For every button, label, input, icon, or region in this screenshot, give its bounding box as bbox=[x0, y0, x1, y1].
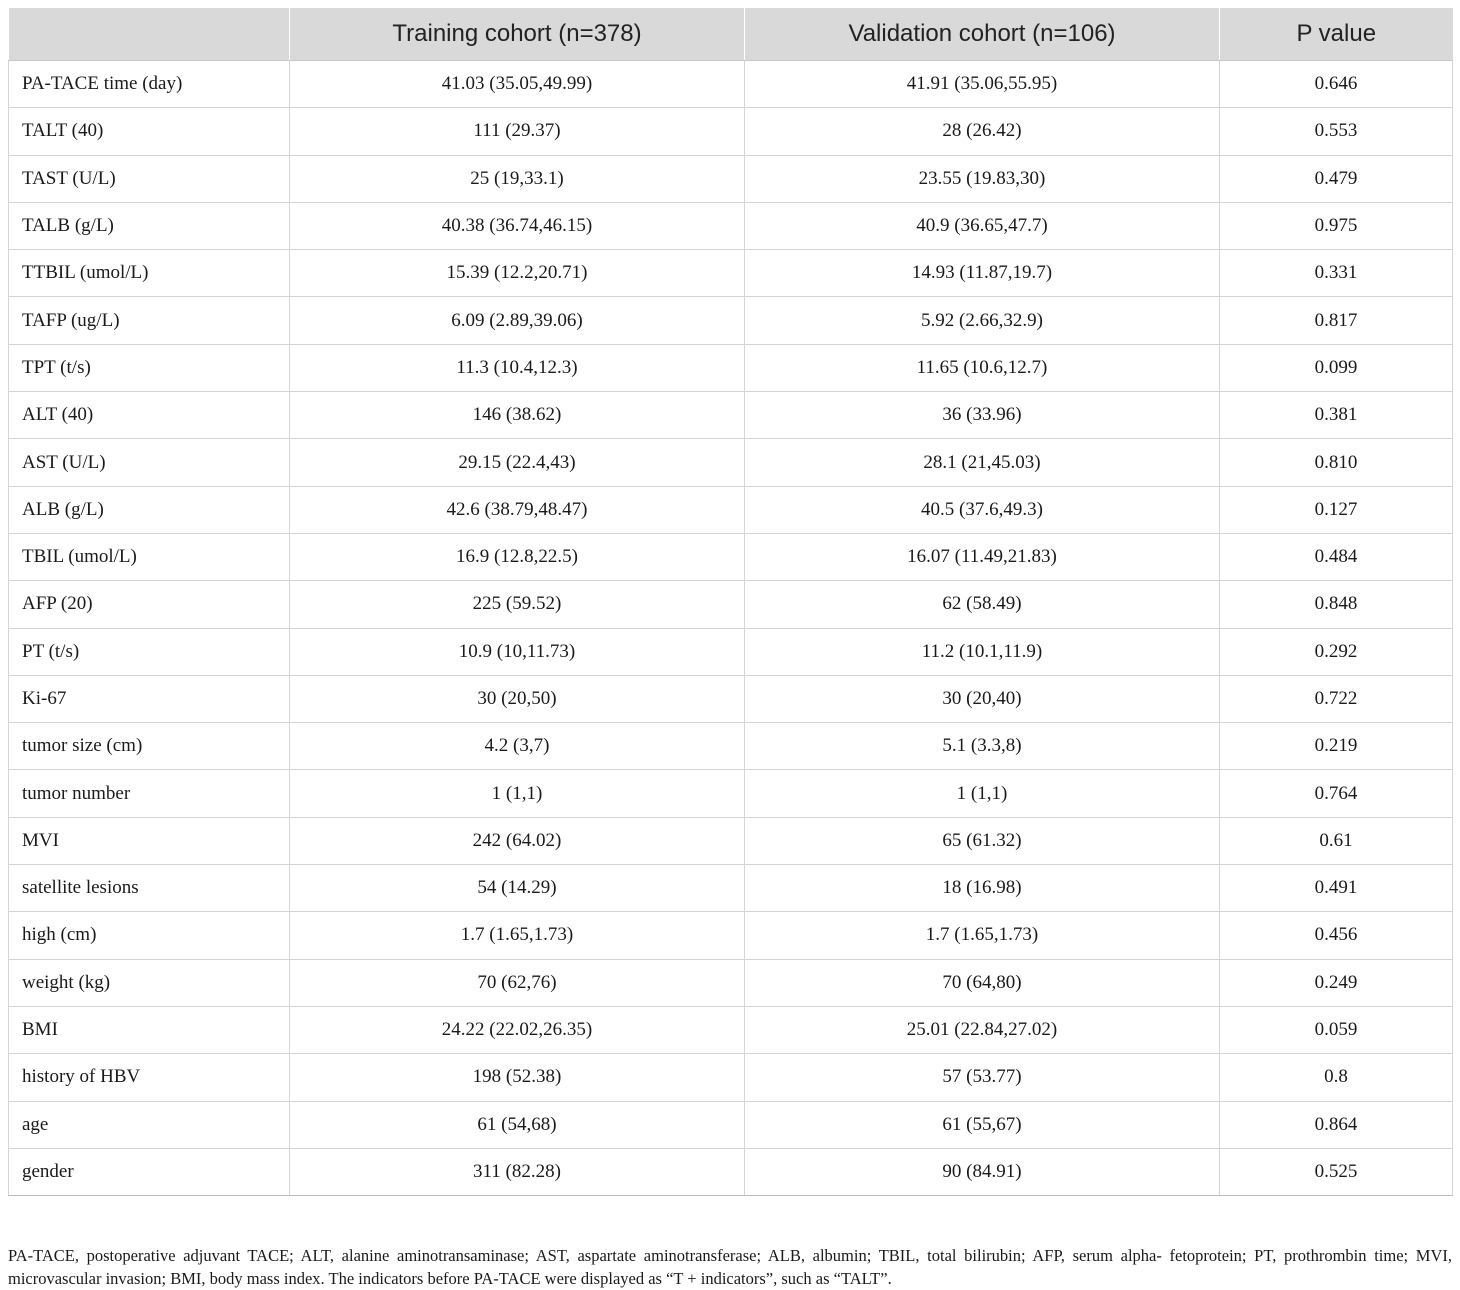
row-label: history of HBV bbox=[9, 1054, 290, 1101]
row-label: AST (U/L) bbox=[9, 439, 290, 486]
p-value: 0.61 bbox=[1220, 817, 1453, 864]
row-label: PA-TACE time (day) bbox=[9, 61, 290, 108]
row-label: ALB (g/L) bbox=[9, 486, 290, 533]
p-value: 0.491 bbox=[1220, 865, 1453, 912]
table-row bbox=[9, 155, 1453, 202]
table-row bbox=[9, 959, 1453, 1006]
p-value: 0.975 bbox=[1220, 202, 1453, 249]
row-label: TTBIL (umol/L) bbox=[9, 250, 290, 297]
validation-value: 11.2 (10.1,11.9) bbox=[745, 628, 1220, 675]
validation-value: 25.01 (22.84,27.02) bbox=[745, 1006, 1220, 1053]
training-value: 225 (59.52) bbox=[290, 581, 745, 628]
column-header-training: Training cohort (n=378) bbox=[290, 8, 745, 61]
p-value: 0.292 bbox=[1220, 628, 1453, 675]
table-row bbox=[9, 1006, 1453, 1053]
p-value: 0.059 bbox=[1220, 1006, 1453, 1053]
table-row bbox=[9, 61, 1453, 108]
p-value: 0.381 bbox=[1220, 392, 1453, 439]
row-label: ALT (40) bbox=[9, 392, 290, 439]
p-value: 0.553 bbox=[1220, 108, 1453, 155]
row-label: TALB (g/L) bbox=[9, 202, 290, 249]
row-label: TPT (t/s) bbox=[9, 344, 290, 391]
training-value: 15.39 (12.2,20.71) bbox=[290, 250, 745, 297]
table-row bbox=[9, 202, 1453, 249]
p-value: 0.331 bbox=[1220, 250, 1453, 297]
validation-value: 16.07 (11.49,21.83) bbox=[745, 533, 1220, 580]
row-label: TALT (40) bbox=[9, 108, 290, 155]
training-value: 1.7 (1.65,1.73) bbox=[290, 912, 745, 959]
validation-value: 41.91 (35.06,55.95) bbox=[745, 61, 1220, 108]
table-row bbox=[9, 486, 1453, 533]
training-value: 61 (54,68) bbox=[290, 1101, 745, 1148]
training-value: 111 (29.37) bbox=[290, 108, 745, 155]
validation-value: 70 (64,80) bbox=[745, 959, 1220, 1006]
validation-value: 11.65 (10.6,12.7) bbox=[745, 344, 1220, 391]
training-value: 24.22 (22.02,26.35) bbox=[290, 1006, 745, 1053]
p-value: 0.722 bbox=[1220, 675, 1453, 722]
training-value: 29.15 (22.4,43) bbox=[290, 439, 745, 486]
table-row bbox=[9, 912, 1453, 959]
training-value: 70 (62,76) bbox=[290, 959, 745, 1006]
row-label: MVI bbox=[9, 817, 290, 864]
validation-value: 1.7 (1.65,1.73) bbox=[745, 912, 1220, 959]
row-label: TAST (U/L) bbox=[9, 155, 290, 202]
training-value: 146 (38.62) bbox=[290, 392, 745, 439]
row-label: TAFP (ug/L) bbox=[9, 297, 290, 344]
column-header-variable bbox=[9, 8, 290, 61]
column-header-p-value: P value bbox=[1220, 8, 1453, 61]
validation-value: 40.5 (37.6,49.3) bbox=[745, 486, 1220, 533]
training-value: 40.38 (36.74,46.15) bbox=[290, 202, 745, 249]
training-value: 311 (82.28) bbox=[290, 1148, 745, 1195]
row-label: PT (t/s) bbox=[9, 628, 290, 675]
row-label: BMI bbox=[9, 1006, 290, 1053]
training-value: 16.9 (12.8,22.5) bbox=[290, 533, 745, 580]
p-value: 0.848 bbox=[1220, 581, 1453, 628]
table-row bbox=[9, 675, 1453, 722]
validation-value: 61 (55,67) bbox=[745, 1101, 1220, 1148]
table-row bbox=[9, 628, 1453, 675]
training-value: 242 (64.02) bbox=[290, 817, 745, 864]
header-row bbox=[9, 8, 1453, 61]
p-value: 0.817 bbox=[1220, 297, 1453, 344]
p-value: 0.219 bbox=[1220, 723, 1453, 770]
p-value: 0.456 bbox=[1220, 912, 1453, 959]
validation-value: 5.92 (2.66,32.9) bbox=[745, 297, 1220, 344]
p-value: 0.127 bbox=[1220, 486, 1453, 533]
p-value: 0.484 bbox=[1220, 533, 1453, 580]
validation-value: 18 (16.98) bbox=[745, 865, 1220, 912]
data-table bbox=[8, 8, 1453, 1196]
training-value: 54 (14.29) bbox=[290, 865, 745, 912]
p-value: 0.249 bbox=[1220, 959, 1453, 1006]
table-row bbox=[9, 817, 1453, 864]
validation-value: 28.1 (21,45.03) bbox=[745, 439, 1220, 486]
p-value: 0.099 bbox=[1220, 344, 1453, 391]
table-row bbox=[9, 1148, 1453, 1195]
row-label: Ki-67 bbox=[9, 675, 290, 722]
column-header-validation: Validation cohort (n=106) bbox=[745, 8, 1220, 61]
row-label: gender bbox=[9, 1148, 290, 1195]
table-row bbox=[9, 250, 1453, 297]
p-value: 0.479 bbox=[1220, 155, 1453, 202]
validation-value: 57 (53.77) bbox=[745, 1054, 1220, 1101]
training-value: 1 (1,1) bbox=[290, 770, 745, 817]
validation-value: 14.93 (11.87,19.7) bbox=[745, 250, 1220, 297]
validation-value: 40.9 (36.65,47.7) bbox=[745, 202, 1220, 249]
p-value: 0.525 bbox=[1220, 1148, 1453, 1195]
training-value: 11.3 (10.4,12.3) bbox=[290, 344, 745, 391]
row-label: high (cm) bbox=[9, 912, 290, 959]
training-value: 4.2 (3,7) bbox=[290, 723, 745, 770]
table-row bbox=[9, 533, 1453, 580]
training-value: 42.6 (38.79,48.47) bbox=[290, 486, 745, 533]
row-label: weight (kg) bbox=[9, 959, 290, 1006]
table-row bbox=[9, 439, 1453, 486]
table-row bbox=[9, 581, 1453, 628]
table-row bbox=[9, 865, 1453, 912]
row-label: tumor number bbox=[9, 770, 290, 817]
validation-value: 90 (84.91) bbox=[745, 1148, 1220, 1195]
validation-value: 30 (20,40) bbox=[745, 675, 1220, 722]
row-label: tumor size (cm) bbox=[9, 723, 290, 770]
p-value: 0.810 bbox=[1220, 439, 1453, 486]
p-value: 0.864 bbox=[1220, 1101, 1453, 1148]
training-value: 198 (52.38) bbox=[290, 1054, 745, 1101]
training-value: 41.03 (35.05,49.99) bbox=[290, 61, 745, 108]
training-value: 25 (19,33.1) bbox=[290, 155, 745, 202]
training-value: 30 (20,50) bbox=[290, 675, 745, 722]
p-value: 0.8 bbox=[1220, 1054, 1453, 1101]
row-label: AFP (20) bbox=[9, 581, 290, 628]
validation-value: 23.55 (19.83,30) bbox=[745, 155, 1220, 202]
table-row bbox=[9, 344, 1453, 391]
table-row bbox=[9, 770, 1453, 817]
table-container bbox=[8, 8, 1452, 1196]
table-row bbox=[9, 297, 1453, 344]
table-row bbox=[9, 392, 1453, 439]
table-row bbox=[9, 108, 1453, 155]
table-footnote: PA-TACE, postoperative adjuvant TACE; ALT, alanine aminotransaminase; AST, aspartate aminotransferase; ALB, albumin; TBIL, total bilirubin; AFP, serum alpha- fetoprotein; PT, prothrombin time; MVI, microvascular invasion; BMI, body mass index. The indicators before PA-TACE were displayed as “T + indicators”, such as “TALT”. bbox=[8, 1245, 1452, 1288]
row-label: satellite lesions bbox=[9, 865, 290, 912]
validation-value: 36 (33.96) bbox=[745, 392, 1220, 439]
row-label: age bbox=[9, 1101, 290, 1148]
table-row bbox=[9, 1101, 1453, 1148]
training-value: 6.09 (2.89,39.06) bbox=[290, 297, 745, 344]
p-value: 0.646 bbox=[1220, 61, 1453, 108]
validation-value: 5.1 (3.3,8) bbox=[745, 723, 1220, 770]
p-value: 0.764 bbox=[1220, 770, 1453, 817]
row-label: TBIL (umol/L) bbox=[9, 533, 290, 580]
validation-value: 1 (1,1) bbox=[745, 770, 1220, 817]
validation-value: 28 (26.42) bbox=[745, 108, 1220, 155]
validation-value: 65 (61.32) bbox=[745, 817, 1220, 864]
validation-value: 62 (58.49) bbox=[745, 581, 1220, 628]
table-row bbox=[9, 1054, 1453, 1101]
training-value: 10.9 (10,11.73) bbox=[290, 628, 745, 675]
table-row bbox=[9, 723, 1453, 770]
